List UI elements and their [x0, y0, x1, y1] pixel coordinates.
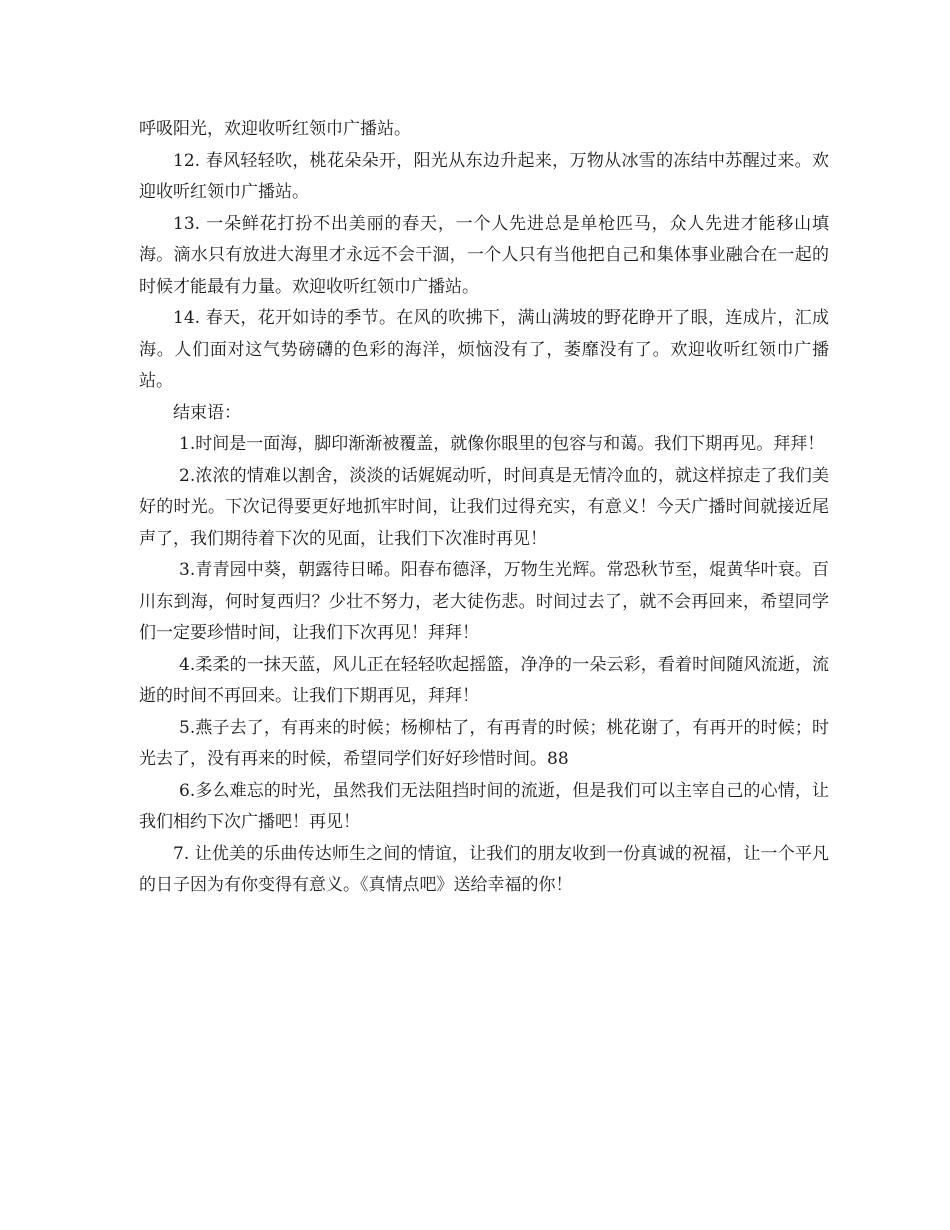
closing-heading: 结束语：: [173, 402, 241, 423]
paragraph-13: 13. 一朵鲜花打扮不出美丽的春天，一个人先进总是单枪匹马，众人先进才能移山填海。滴水只有放进大海里才永远不会干涸，一个人只有当他把自己和集体事业融合在一起的时候才能最有力量。欢迎收听红领巾广播站。: [139, 213, 829, 297]
closing-item-5: 5.燕子去了，有再来的时候；杨柳枯了，有再青的时候；桃花谢了，有再开的时候；时光去了，没有再来的时候，希望同学们好好珍惜时间。88: [139, 717, 829, 769]
closing-item-7: 7. 让优美的乐曲传达师生之间的情谊，让我们的朋友收到一份真诚的祝福，让一个平凡的日子因为有你变得有意义。《真情点吧》送给幸福的你！: [139, 843, 829, 895]
document-body: [139, 114, 829, 902]
closing-item-2: 2.浓浓的情难以割舍，淡淡的话娓娓动听，时间真是无情冷血的，就这样掠走了我们美好的时光。下次记得要更好地抓牢时间，让我们过得充实，有意义！今天广播时间就接近尾声了，我们期待着下次的见面，让我们下次准时再见！: [139, 465, 829, 549]
closing-item-4: 4.柔柔的一抹天蓝，风儿正在轻轻吹起摇篮，净净的一朵云彩，看着时间随风流逝，流逝的时间不再回来。让我们下期再见，拜拜！: [139, 654, 829, 706]
closing-item-3: 3.青青园中葵，朝露待日晞。阳春布德泽，万物生光辉。常恐秋节至，焜黄华叶衰。百川东到海，何时复西归？少壮不努力，老大徒伤悲。时间过去了，就不会再回来，希望同学们一定要珍惜时间，让我们下次再见！拜拜！: [139, 560, 829, 643]
paragraph-continuation: 呼吸阳光，欢迎收听红领巾广播站。: [139, 119, 411, 139]
paragraph-14: 14. 春天，花开如诗的季节。在风的吹拂下，满山满坡的野花睁开了眼，连成片，汇成海。人们面对这气势磅礴的色彩的海洋，烦恼没有了，萎靡没有了。欢迎收听红领巾广播站。: [139, 308, 829, 391]
closing-item-6: 6.多么难忘的时光，虽然我们无法阻挡时间的流逝，但是我们可以主宰自己的心情，让我们相约下次广播吧！再见！: [139, 780, 829, 832]
paragraph-12: 12. 春风轻轻吹，桃花朵朵开，阳光从东边升起来，万物从冰雪的冻结中苏醒过来。欢迎收听红领巾广播站。: [139, 150, 829, 202]
closing-item-1: 1.时间是一面海，脚印渐渐被覆盖，就像你眼里的包容与和蔼。我们下期再见。拜拜！: [179, 434, 825, 454]
